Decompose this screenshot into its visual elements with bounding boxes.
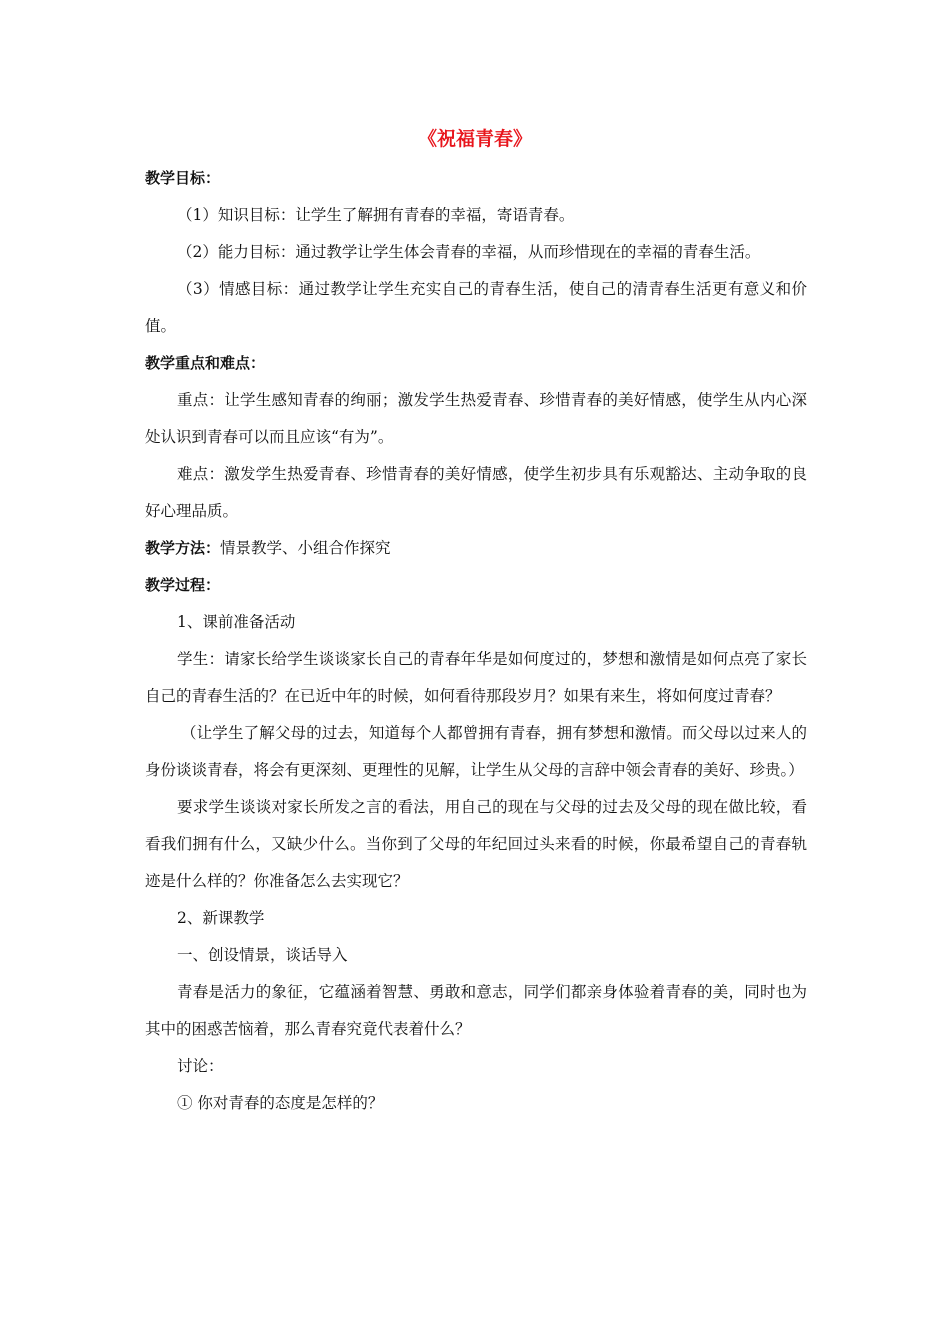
goals-heading: 教学目标： [145,169,221,187]
document-title: 《祝福青春》 [417,128,532,150]
method-text: 情景教学、小组合作探究 [220,539,391,557]
key-point: 重点：让学生感知青春的绚丽；激发学生热爱青春、珍惜青春的美好情感，使学生从内心深处认识到青春可以而且应该“有为”。 [145,391,807,446]
parenthetical-note: （让学生了解父母的过去，知道每个人都曾拥有青春，拥有梦想和激情。而父母以过来人的身份谈谈青春，将会有更深刻、更理性的见解，让学生从父母的言辞中领会青春的美好、珍贵。） [145,724,807,779]
goal-ability: （2）能力目标：通过教学让学生体会青春的幸福，从而珍惜现在的幸福的青春生活。 [177,243,761,261]
sub-section-1: 一、创设情景，谈话导入 [177,946,348,964]
key-heading: 教学重点和难点： [145,354,266,372]
document-body [145,160,807,1122]
question-1: ① 你对青春的态度是怎样的？ [177,1094,384,1112]
requirement: 要求学生谈谈对家长所发之言的看法，用自己的现在与父母的过去及父母的现在做比较，看看我们拥有什么，又缺少什么。当你到了父母的年纪回过头来看的时候，你最希望自己的青春轨迹是什么样的？你准备怎么去实现它？ [145,798,807,890]
method-label: 教学方法： [145,539,221,557]
discussion-label: 讨论： [177,1057,224,1075]
step-2: 2、新课教学 [177,909,265,927]
goal-emotion: （3）情感目标：通过教学让学生充实自己的青春生活，使自己的清青春生活更有意义和价值。 [145,280,807,335]
process-heading: 教学过程： [145,576,221,594]
intro-paragraph: 青春是活力的象征，它蕴涵着智慧、勇敢和意志，同学们都亲身体验着青春的美，同时也为其中的困惑苦恼着，那么青春究竟代表着什么？ [145,983,807,1038]
goal-knowledge: （1）知识目标：让学生了解拥有青春的幸福，寄语青春。 [177,206,575,224]
student-task: 学生：请家长给学生谈谈家长自己的青春年华是如何度过的，梦想和激情是如何点亮了家长自己的青春生活的？在已近中年的时候，如何看待那段岁月？如果有来生，将如何度过青春？ [145,650,807,705]
difficulty-point: 难点：激发学生热爱青春、珍惜青春的美好情感，使学生初步具有乐观豁达、主动争取的良好心理品质。 [145,465,807,520]
step-1: 1、课前准备活动 [177,613,296,631]
method-line [145,530,807,567]
